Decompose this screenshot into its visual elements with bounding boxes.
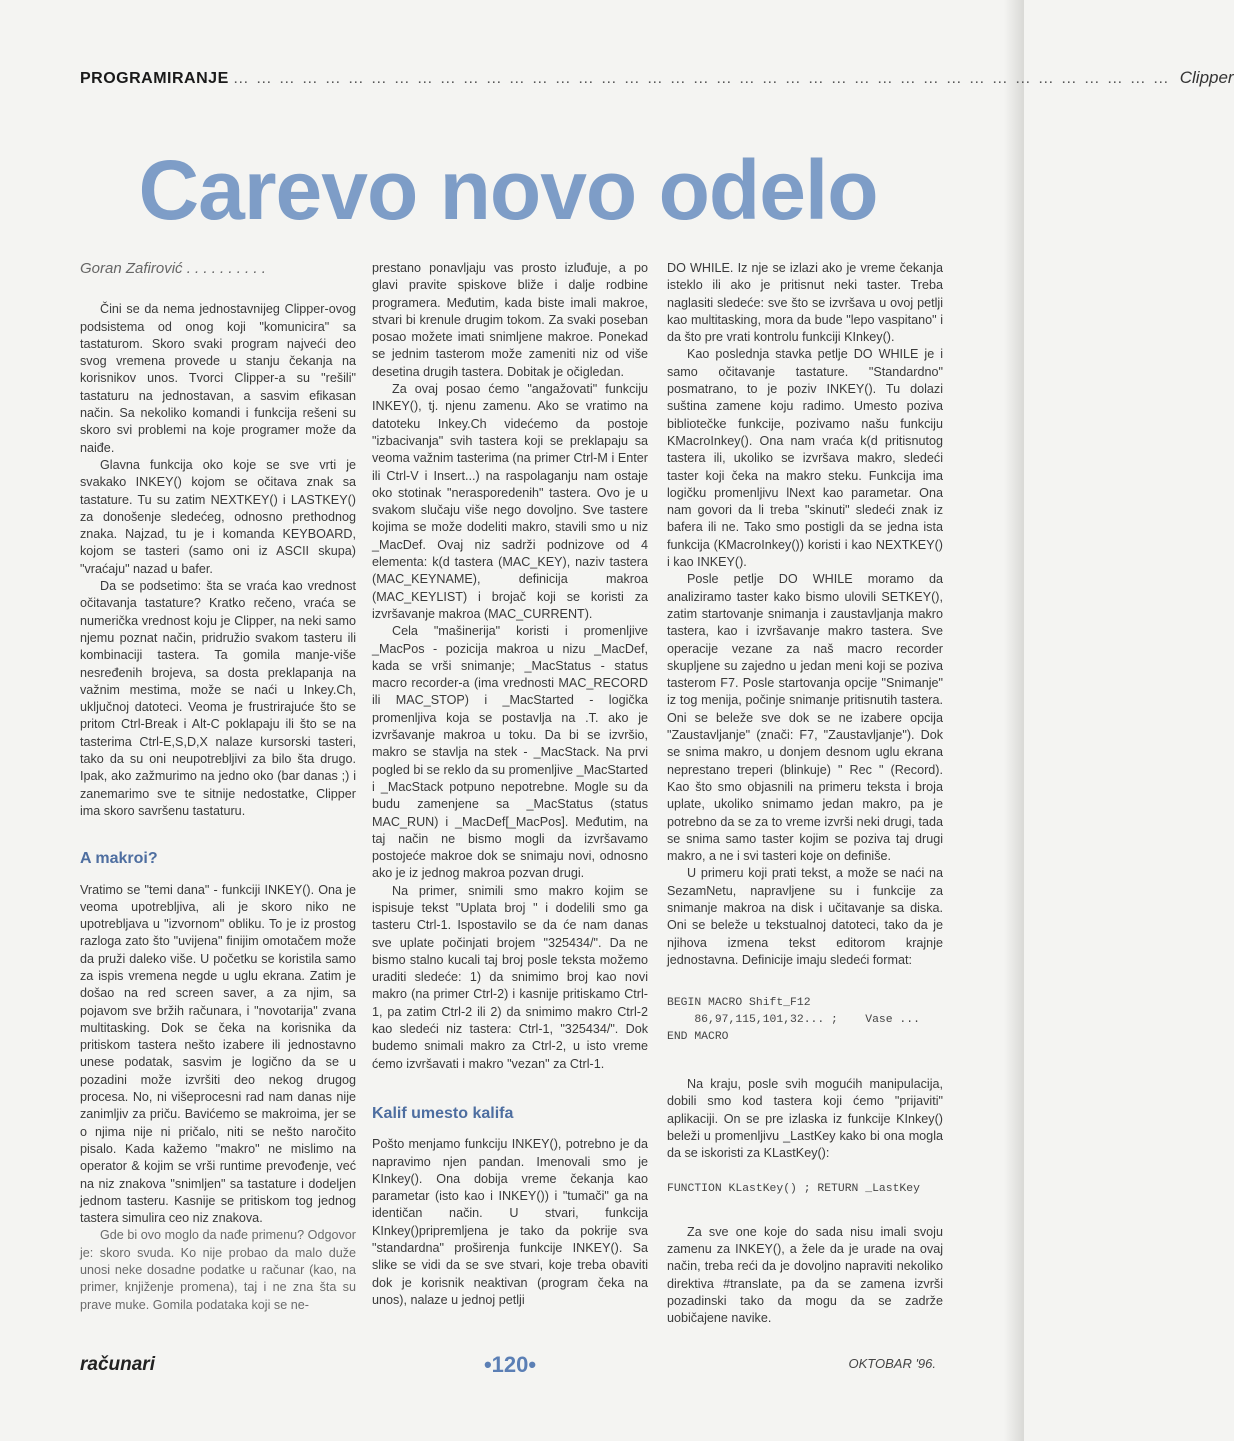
column-3 <box>667 260 943 1327</box>
paragraph: prestano ponavljaju vas prosto izluđuje, a po glavi pravite spiskove bliže i dalje rodbine programera. Međutim, kada biste imali makroe, stvari bi krenule drugim tokom. Za svaki poseban posao možete imati snimljene makroe. Ponekad se jednim tasterom može zameniti niz od više desetina drugih tastera. Dobitak je očigledan. <box>372 261 648 379</box>
issue-date: OKTOBAR '96. <box>848 1356 936 1371</box>
column-1 <box>80 260 356 1314</box>
subheading: Kalif umesto kalifa <box>372 1104 514 1122</box>
paragraph: Gde bi ovo moglo da nađe primenu? Odgovor je: skoro svuda. Ko nije probao da malo duže unosi neke dosadne podatke u računar (kao, na primer, knjiženje promena), taj i ne zna šta su prave muke. Gomila podataka koji se ne- <box>80 1228 356 1312</box>
paragraph: Cela "mašinerija" koristi i promenljive _MacPos - pozicija makroa u nizu _MacDef, kada se vrši snimanje; _MacStatus - status macro recorder-a (ima vrednosti MAC_RECORD ili MAC_STOP) i _MacStarted - logička promenljiva koja se postavlja na .T. ako je izvršavanje makroa u toku. Da bi se izvršio, makro se stavlja na stek - _MacStack. Na prvi pogled bi se reklo da su promenljive _MacStarted i _MacStack potpuno nepotrebne. Mogle su da budu zamenjene sa _MacStatus (status MAC_RUN) i _MacDef[_MacPos]. Međutim, na taj način ne bismo mogli da izvršavamo postojeće makroe dok se snimaju novi, odnosno ako je iz jednog makroa pozvan drugi. <box>372 624 648 881</box>
paragraph: Na kraju, posle svih mogućih manipulacija, dobili smo kod tastera koji ćemo "prijaviti" aplikaciji. On se pre izlaska iz funkcije KInkey() beleži u promenljivu _LastKey kako bi ona mogla da se iskoristi za KLastKey(): <box>667 1077 943 1161</box>
paragraph: Posle petlje DO WHILE moramo da analiziramo taster kako bismo ulovili SETKEY(), zatim startovanje snimanja i zaustavljanja makro tastera, kao i izvršavanje makro tastera. Sve operacije vezane za naš macro recorder skupljene su zajedno u jedan meni koji se poziva tasterom F7. Posle startovanja opcije "Snimanje" iz tog menija, počinje snimanje pritisnutih tastera. Oni se beleže sve dok se ne izabere opcija "Zaustavljanje" (znači: F7, "Zaustavljanje"). Dok se snima makro, u donjem desnom uglu ekrana neprestano treperi (blinkuje) " Rec " (Record). Kao što smo objasnili na primeru teksta i broja uplate, ukoliko snimamo jedan makro, pa je potrebno da se za to vreme izvrši neki drugi, tada se snima samo taster kojim se poziva taj drugi makro, a ne i svi tasteri koje on definiše. <box>667 572 943 864</box>
paragraph: Da se podsetimo: šta se vraća kao vrednost očitavanja tastature? Kratko rečeno, vraća se numerička vrednost koju je Clipper, na neki samo njemu poznat način, pridružio svakom tasteru ili kombinaciji tastera. Ta gomila manje-više nesređenih brojeva, sa dosta preklapanja na važnim mestima, može se naći u Inkey.Ch, uključnoj datoteci. Veoma je frustrirajuće što se pritom Ctrl-Break i Alt-C poklapaju ili što se na tasterima Ctrl-E,S,D,X nalaze kursorski tasteri, tako da su oni neupotrebljivi za bilo šta drugo. Ipak, ako zažmurimo na jedno oko (bar danas ;) i zanemarimo sve te sitnije nedostatke, Clipper ima skoro savršenu tastaturu. <box>80 579 356 818</box>
paragraph: Za sve one koje do sada nisu imali svoju zamenu za INKEY(), a žele da je urade na ovaj način, treba reći da je dovoljno napraviti nekoliko direktiva #translate, pa da se zamena izvrši pozadinski tako da mogu da se zadrže uobičajene navike. <box>667 1224 943 1326</box>
page-edge-shadow <box>1004 0 1024 1441</box>
author-byline: Goran Zafirović . . . . . . . . . . <box>80 260 266 277</box>
paragraph: DO WHILE. Iz nje se izlazi ako je vreme čekanja isteklo ili ako je pritisnut neki taster. Treba naglasiti sledeće: sve što se izvršava u ovoj petlji kao multitasking, mora da bude "lepo vaspitano" i da što pre vrati kontrolu funkciji KInkey(). <box>667 261 943 345</box>
column-2 <box>372 260 648 1309</box>
leader-dots: …………………………………………………………………………………………………………… <box>232 70 1176 87</box>
magazine-name: računari <box>80 1354 155 1375</box>
article-title: Carevo novo odelo <box>138 143 878 237</box>
paragraph: Kao poslednja stavka petlje DO WHILE je i samo očitavanje tastature. "Standardno" posmatrano, to je poziv INKEY(). Tu dolazi suština zamene koju radimo. Umesto poziva bibliotečke funkcije, pozivamo našu funkciju KMacroInkey(). Ona nam vraća k(d pritisnutog tastera ili, ukoliko se izvršava makro, sledeći taster koji čeka na makro steku. Funkcija ima logičku promenljivu lNext kao parametar. Ona nam govori da li treba "skinuti" sledeći znak iz bafera ili ne. Tako smo postigli da se jedna ista funkcija (KMacroInkey()) koristi i kao NEXTKEY() i kao INKEY(). <box>667 347 943 570</box>
paragraph: Čini se da nema jednostavnijeg Clipper-ovog podsistema od onog koji "komunicira" sa tastaturom. Skoro svaki program najveći deo svog vremena provede u stanju čekanja na korisnikov unos. Tvorci Clipper-a su "rešili" tastaturu na jednostavan, a sasvim efikasan način. Sa nekoliko komandi i funkcija rešeni su skoro svi problemi na koje programer može da naiđe. <box>80 302 356 455</box>
page-footer <box>80 1354 936 1380</box>
paragraph: Pošto menjamo funkciju INKEY(), potrebno je da napravimo njen pandan. Imenovali smo je KInkey(). Ona dobija vreme čekanja kao parametar (isto kao i INKEY()) i "tumači" ga na identičan način. U stvari, funkcija KInkey()pripremljena je tako da pokrije sva "standardna" proširenja funkcije INKEY(). Sa slike se vidi da se sve stvari, koje treba obaviti dok je korisnik neaktivan (program čeka na unos), nalaze u jednoj petlji <box>372 1137 648 1307</box>
topic-label: Clipper <box>1179 68 1234 87</box>
paragraph: Glavna funkcija oko koje se sve vrti je svakako INKEY() kojom se očitava znak sa tastature. Tu su zatim NEXTKEY() i LASTKEY() za donošenje sledećeg, odnosno prethodnog znaka. Najzad, tu je i komanda KEYBOARD, kojom se tasteri (samo oni iz ASCII skupa) "vraćaju" nazad u bafer. <box>80 457 356 576</box>
section-label: PROGRAMIRANJE <box>80 70 229 87</box>
page-number: •120• <box>483 1352 537 1377</box>
code-listing: BEGIN MACRO Shift_F12 86,97,115,101,32... ; Vase ... END MACRO <box>667 997 920 1044</box>
paragraph: Za ovaj posao ćemo "angažovati" funkciju INKEY(), tj. njenu zamenu. Ako se vratimo na datoteku Inkey.Ch videćemo da postoje "izbacivanja" svih tastera koji se preklapaju sa veoma važnim tasterima (na primer Ctrl-M i Enter ili Ctrl-V i Insert...) na raspolaganju nam ostaje oko stotinak "nerasporedenih" tastera. Ovo je u svakom slučaju više nego dovoljno. Sve tastere kojima se može dodeliti makro, stavili smo u niz _MacDef. Ovaj niz sadrži podnizove od 4 elementa: k(d tastera (MAC_KEY), naziv tastera (MAC_KEYNAME), definicija makroa (MAC_KEYLIST) i brojač koji se koristi za izvršavanje makroa (MAC_CURRENT). <box>372 382 648 621</box>
subheading: A makroi? <box>80 850 158 868</box>
code-listing: FUNCTION KLastKey() ; RETURN _LastKey <box>667 1182 920 1195</box>
running-header <box>80 68 1234 98</box>
paragraph: U primeru koji prati tekst, a može se naći na SezamNetu, napravljene su i funkcije za snimanje makroa na disk i učitavanje sa diska. Oni se beleže u tekstualnoj datoteci, tako da je njihova izmena tekst editorom krajnje jednostavna. Definicije imaju sledeći format: <box>667 866 943 967</box>
paragraph: Na primer, snimili smo makro kojim se ispisuje tekst "Uplata broj " i dodelili smo ga tasteru Ctrl-1. Ispostavilo se da će nam danas sve uplate počinjati brojem "325434/". Da ne bismo stalno kucali taj broj posle teksta možemo uraditi sledeće: 1) da snimimo broj kao novi makro (na primer Ctrl-2) i kasnije pritiskamo Ctrl-1, pa zatim Ctrl-2 ili 2) da snimimo makro Ctrl-2 kao sledeći niz tastera: Ctrl-1, "325434/". Dok budemo snimali makro za Ctrl-2, u isto vreme ćemo izvršavati i makro "vezan" za Ctrl-1. <box>372 883 648 1071</box>
paragraph: Vratimo se "temi dana" - funkciji INKEY(). Ona je veoma upotrebljiva, ali je skoro niko ne upotrebljava u "izvornom" obliku. To je iz prostog razloga zato što "uvijena" finijim omotačem može da pruži daleko više. U početku se koristila samo za ispis vremena negde u uglu ekrana. Zatim je došao na red screen saver, a za njim, sa pojavom sve bržih računara, i "novotarija" zvana multitasking. Dok se čeka na korisnika da pritiskom tastera nešto izabere ili jednostavno unese podatak, sasvim je logično da se u pozadini može izvršiti deo nekog drugog procesa. No, ni višeprocesni rad nam danas nije zanimljiv za priču. Bavićemo se makroima, jer se o njima nije ni pričalo, niti se nešto naročito pisalo. Kada kažemo "makro" ne mislimo na operator & kojim se vrši runtime prevođenje, već na niz znakova "snimljen" sa tastature i dodeljen jednom tasteru. Kasnije se pritiskom tog jednog tastera simulira ceo niz znakova. <box>80 882 356 1226</box>
